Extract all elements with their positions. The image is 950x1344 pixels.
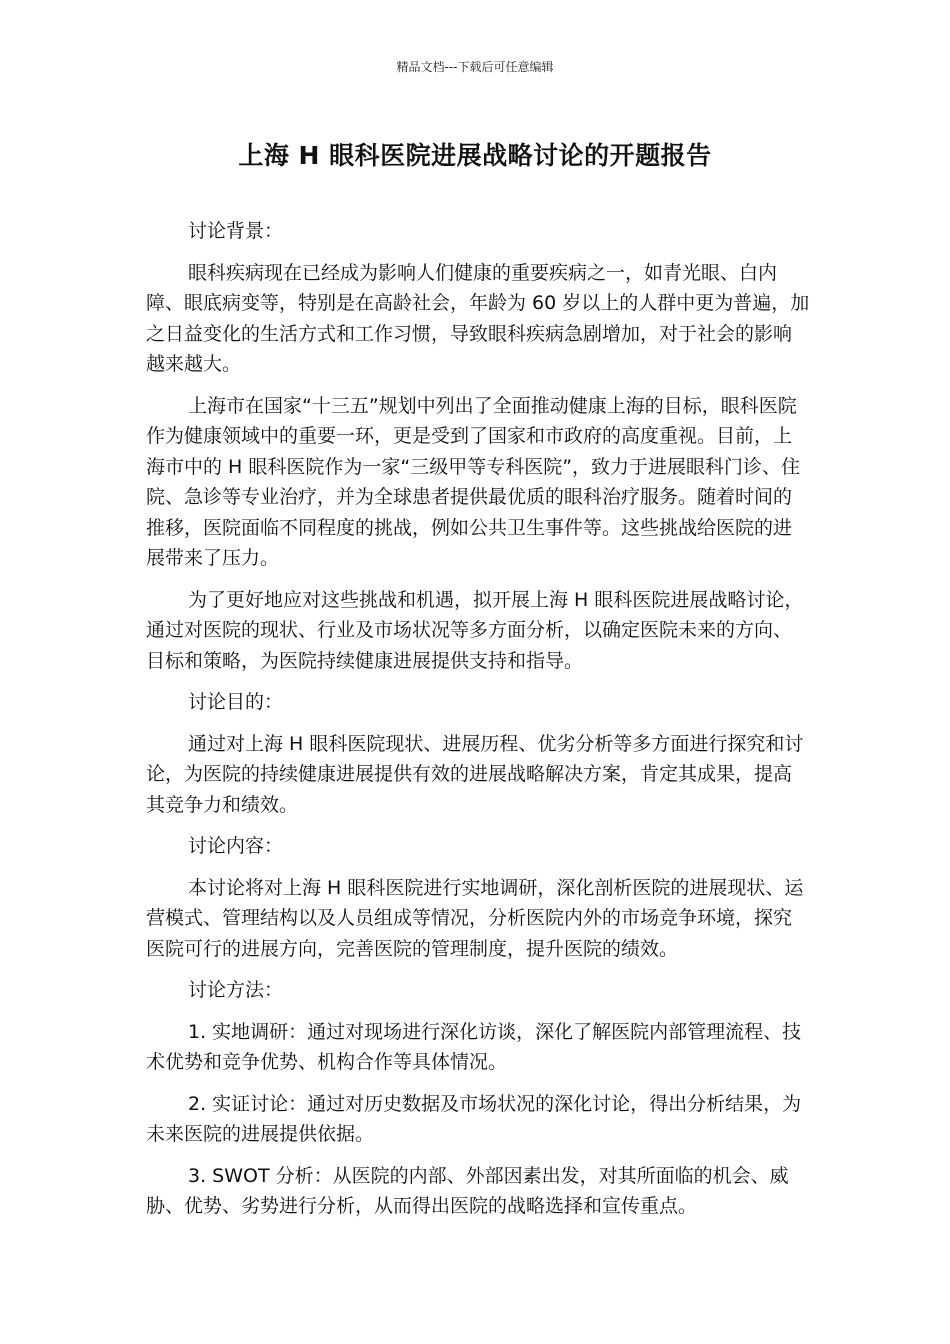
body-paragraph: 上海市在国家“十三五”规划中列出了全面推动健康上海的目标，眼科医院作为健康领域中的重要一环，更是受到了国家和市政府的高度重视。目前，上海市中的 H 眼科医院作为一家“三级甲等专科医院”，致力于进展眼科门诊、住院、急诊等专业治疗，并为全球患者提供最优质的眼科治疗服务。随着时间的推移，医院面临不同程度的挑战，例如公共卫生事件等。这些挑战给医院的进展带来了压力。 — [146, 394, 801, 569]
page-header-note: 精品文档---下载后可任意编辑 — [396, 60, 554, 74]
body-paragraph: 通过对上海 H 眼科医院现状、进展历程、优劣分析等多方面进行探究和讨论，为医院的持续健康进展提供有效的进展战略解决方案，肯定其成果，提高其竞争力和绩效。 — [146, 732, 804, 816]
section-heading-content: 讨论内容： — [188, 835, 284, 857]
section-heading-background: 讨论背景： — [188, 220, 284, 242]
method-item: 2. 实证讨论：通过对历史数据及市场状况的深化讨论，得出分析结果，为未来医院的进展提供依据。 — [146, 1092, 802, 1145]
section-heading-method: 讨论方法： — [188, 979, 284, 1001]
section-heading-purpose: 讨论目的： — [188, 691, 284, 713]
document-body — [146, 216, 810, 1233]
method-item: 3. SWOT 分析：从医院的内部、外部因素出发，对其所面临的机会、威胁、优势、劣势进行分析，从而得出医院的战略选择和宣传重点。 — [146, 1164, 789, 1217]
document-title: 上海 H 眼科医院进展战略讨论的开题报告 — [238, 141, 712, 170]
body-paragraph: 眼科疾病现在已经成为影响人们健康的重要疾病之一，如青光眼、白内障、眼底病变等，特别是在高龄社会，年龄为 60 岁以上的人群中更为普遍，加之日益变化的生活方式和工作习惯，导致眼科疾病急剧增加，对于社会的影响越来越大。 — [146, 261, 810, 375]
body-paragraph: 为了更好地应对这些挑战和机遇，拟开展上海 H 眼科医院进展战略讨论，通过对医院的现状、行业及市场状况等多方面分析，以确定医院未来的方向、目标和策略，为医院持续健康进展提供支持和指导。 — [146, 588, 804, 672]
method-item: 1. 实地调研：通过对现场进行深化访谈，深化了解医院内部管理流程、技术优势和竞争优势、机构合作等具体情况。 — [146, 1020, 802, 1073]
body-paragraph: 本讨论将对上海 H 眼科医院进行实地调研，深化剖析医院的进展现状、运营模式、管理结构以及人员组成等情况，分析医院内外的市场竞争环境，探究医院可行的进展方向，完善医院的管理制度，提升医院的绩效。 — [146, 876, 804, 960]
